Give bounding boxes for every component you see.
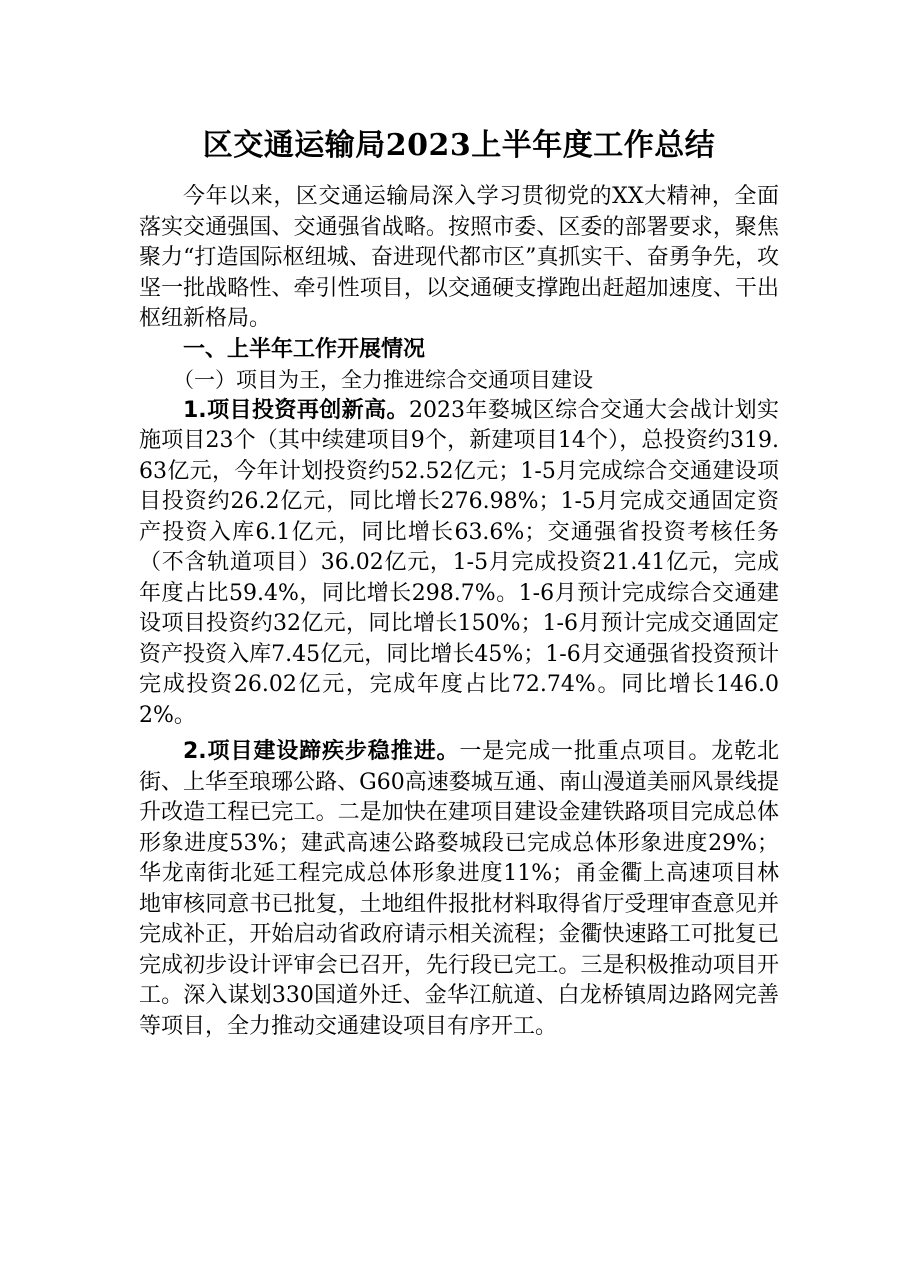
item-1-lead: 1.项目投资再创新高。: [183, 397, 409, 423]
item-1-paragraph: [139, 396, 779, 732]
document-title: 区交通运输局2023上半年度工作总结: [202, 128, 716, 163]
item-2-text: 一是完成一批重点项目。龙乾北街、上华至琅琊公路、G60高速婺城互通、南山漫道美丽风景线提升改造工程已完工。二是加快在建项目建设金建铁路项目完成总体形象进度53%；建武高速公路婺城段已完成总体形象进度29%；华龙南街北延工程完成总体形象进度11%；甬金衢上高速项目林地审核同意书已批复，土地组件报批材料取得省厅受理审查意见并完成补正，开始启动省政府请示相关流程；金衢快速路工可批复已完成初步设计评审会已召开，先行段已完工。三是积极推动项目开工。深入谋划330国道外迁、金华江航道、白龙桥镇周边路网完善等项目，全力推动交通建设项目有序开工。: [139, 739, 779, 1039]
subsection-heading: （一）项目为王，全力推进综合交通项目建设: [173, 368, 593, 392]
item-2-paragraph: [139, 737, 779, 1042]
section-heading: 一、上半年工作开展情况: [183, 336, 426, 362]
intro-paragraph: 今年以来，区交通运输局深入学习贯彻党的XX大精神，全面落实交通强国、交通强省战略。按照市委、区委的部署要求，聚焦聚力“打造国际枢纽城、奋进现代都市区”真抓实干、奋勇争先，攻坚一批战略性、牵引性项目，以交通硬支撑跑出赶超加速度、干出枢纽新格局。: [139, 184, 779, 331]
item-2-lead: 2.项目建设蹄疾步稳推进。: [183, 739, 460, 764]
document-body: [139, 118, 779, 1042]
item-1-text: 2023年婺城区综合交通大会战计划实施项目23个（其中续建项目9个，新建项目14个），总投资约319.63亿元，今年计划投资约52.52亿元；1-5月完成综合交通建设项目投资约26.2亿元，同比增长276.98%；1-5月完成交通固定资产投资入库6.1亿元，同比增长63.6%；交通强省投资考核任务（不含轨道项目）36.02亿元，1-5月完成投资21.41亿元，完成年度占比59.4%，同比增长298.7%。1-6月预计完成综合交通建设项目投资约32亿元，同比增长150%；1-6月预计完成交通固定资产投资入库7.45亿元，同比增长45%；1-6月交通强省投资预计完成投资26.02亿元，完成年度占比72.74%。同比增长146.02%。: [139, 397, 779, 728]
